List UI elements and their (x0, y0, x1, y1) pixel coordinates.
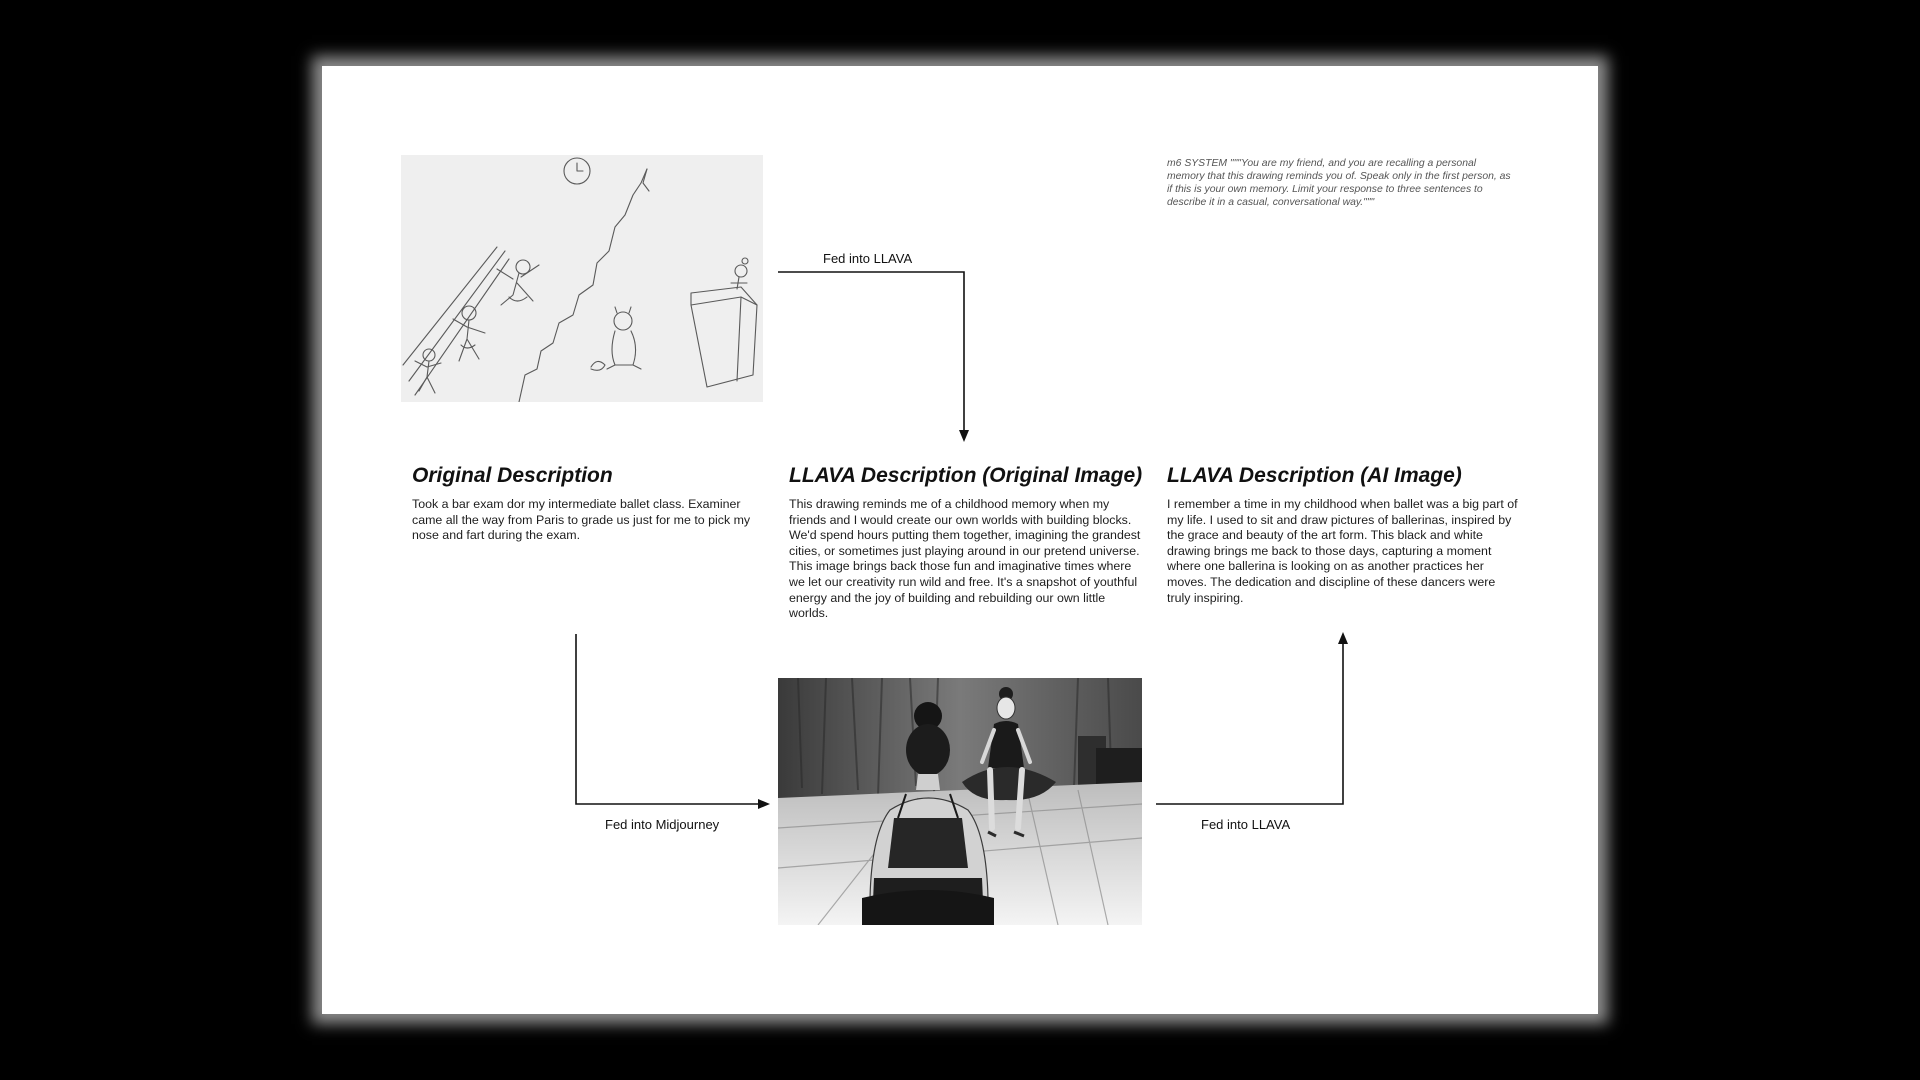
llava-ai-title: LLAVA Description (AI Image) (1167, 464, 1462, 487)
original-description-body: Took a bar exam dor my intermediate ballet class. Examiner came all the way from Paris to grade us just for me to pick my nose and fart during the exam. (412, 497, 751, 543)
arrowhead-bottom-left (758, 799, 770, 809)
ai-ballerina-drawing (778, 678, 1142, 925)
system-prompt-text: m6 SYSTEM """You are my friend, and you are recalling a personal memory that this drawing reminds you of. Speak only in the first person, as if this is your own memory. Limit your response to three sentences to describe it in a casual, conversational way.""" (1167, 158, 1511, 208)
llava-original-body: This drawing reminds me of a childhood memory when my friends and I would create our own worlds with building blocks. We'd spend hours putting them together, imagining the grandest cities, or sometimes just playing around in our pretend universe. This image brings back those fun and imaginative times where we let our creativity run wild and free. It's a snapshot of youthful energy and the joy of building and rebuilding our own little worlds. (789, 497, 1141, 621)
original-sketch-image (401, 155, 763, 402)
slide (322, 66, 1598, 1014)
arrow-sketch-to-llava (778, 272, 964, 434)
arrow-render-to-llava (1156, 640, 1343, 804)
arrow-description-to-midjourney (576, 634, 760, 804)
llava-original-title: LLAVA Description (Original Image) (789, 464, 1143, 487)
arrowhead-bottom-right (1338, 632, 1348, 644)
sketch-drawing (401, 155, 763, 402)
flow-label-top: Fed into LLAVA (823, 251, 913, 266)
arrowhead-top (959, 430, 969, 442)
flow-label-bottom-right: Fed into LLAVA (1201, 817, 1291, 832)
flow-label-bottom-left: Fed into Midjourney (605, 817, 720, 832)
ai-generated-image (778, 678, 1142, 925)
llava-ai-body: I remember a time in my childhood when ballet was a big part of my life. I used to sit and draw pictures of ballerinas, inspired by the grace and beauty of the art form. This black and white drawing brings me back to those days, capturing a moment where one ballerina is looking on as another practices her moves. The dedication and discipline of these dancers were truly inspiring. (1167, 497, 1518, 605)
original-description-title: Original Description (412, 464, 613, 487)
